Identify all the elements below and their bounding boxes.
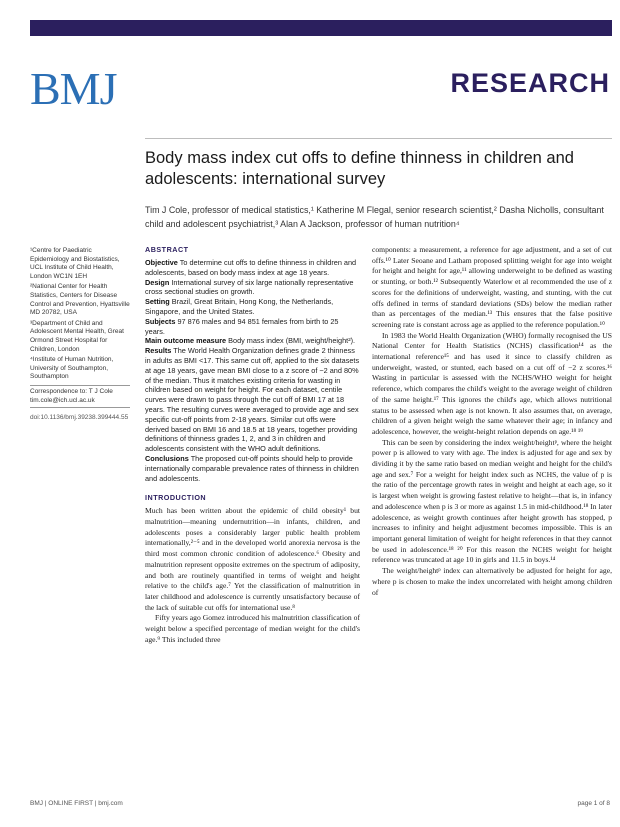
abstract-design-label: Design	[145, 277, 170, 287]
doi: doi:10.1136/bmj.39238.399444.55	[30, 414, 129, 422]
column-2	[372, 245, 612, 598]
title-rule	[145, 138, 612, 139]
abstract-setting-label: Setting	[145, 297, 170, 307]
section-label: RESEARCH	[450, 68, 610, 98]
intro-paragraph-2: Fifty years ago Gomez introduced his malnutrition classification of weight below a specified percentage of median weight for the child's age.⁹ This included three	[145, 613, 360, 644]
abstract-setting-text: Brazil, Great Britain, Hong Kong, the Netherlands, Singapore, and the United States.	[145, 297, 334, 316]
abstract-results	[145, 346, 360, 454]
journal-header-bar	[30, 20, 612, 36]
abstract-objective-text: To determine cut offs to define thinness in children and adolescents, based on body mass index at age 18 years.	[145, 258, 357, 277]
body-paragraph-3: This can be seen by considering the index weight/heightᵖ, where the height power p is allowed to vary with age. The index is adjusted for age and sex by dividing it by the same ratio based on median weight and height for the child's age and sex.⁷ For a weight for height index such as NCHS, the value of p is the ratio of the percentage growth rates in weight and height at each age, so it is largest when weight is growing fastest relative to height—that is, in infancy and adolescence when p is 3 or more as against 1.5 in mid-childhood.¹⁸ In later adolescence, as weight growth continues after height growth has stopped, p increases to infinity and height adjustment becomes impossible. This is an important general limitation of weight for height references in that they cannot be used in adolescence.¹⁸ ²⁰ For this reason the NCHS weight for height reference was truncated at age 10 in girls and 11.5 in boys.¹⁴	[372, 437, 612, 565]
abstract-subjects-text: 97 876 males and 94 851 females from birth to 25 years.	[145, 316, 339, 336]
author-list: Tim J Cole, professor of medical statistics,¹ Katherine M Flegal, senior research scientist,² Dasha Nicholls, consultant child and adolescent psychiatrist,³ Alan A Jackson, professor of human nutrition⁴	[145, 205, 604, 229]
body-paragraph-4: The weight/heightᵖ index can alternatively be adjusted for height for age, where p is chosen to make the index uncorrelated with height among children of	[372, 566, 612, 597]
abstract-outcome	[145, 336, 360, 346]
footer-journal: BMJ | ONLINE FIRST | bmj.com	[30, 800, 123, 807]
abstract-setting	[145, 297, 360, 317]
intro-paragraph-1: Much has been written about the epidemic of child obesity¹ but malnutrition—meaning undernutrition—in infants, children, and adolescents poses a considerably larger public health problem internationally,²⁻⁵ and in the developed world anorexia nervosa is the third most common chronic condition of adolescence.⁶ Obesity and malnutrition represent opposite extremes on the spectrum of adiposity, and both are routinely quantified in terms of weight and height relative to the child's age.⁷ Yet the classification of malnutrition in later childhood and adolescence is currently unsatisfactory because of the lack of suitable cut offs for international use.⁸	[145, 506, 360, 612]
abstract-subjects	[145, 317, 360, 337]
abstract-design-text: International survey of six large nationally representative cross sectional studies on growth.	[145, 277, 354, 297]
abstract-objective-label: Objective	[145, 258, 178, 267]
affiliation-3: ³Department of Child and Adolescent Mental Health, Great Ormond Street Hospital for Children, London	[30, 319, 124, 353]
abstract-conclusions-label: Conclusions	[145, 453, 189, 463]
abstract-conclusions	[145, 454, 360, 483]
affiliation-4: ⁴Institute of Human Nutrition, University of Southampton, Southampton	[30, 356, 114, 381]
affiliation-1: ¹Centre for Paediatric Epidemiology and Biostatistics, UCL Institute of Child Health, London WC1N 1EH	[30, 247, 120, 280]
bmj-logo: BMJ	[30, 63, 117, 114]
abstract-design	[145, 278, 360, 298]
introduction-body	[145, 506, 360, 645]
abstract-conclusions-text: The proposed cut-off points should help to provide internationally comparable prevalence rates of thinness in children and adolescents.	[145, 453, 359, 483]
affiliation-2: ²National Center for Health Statistics, Centers for Disease Control and Prevention, Hyattsville MD 20782, USA	[30, 283, 130, 317]
body-paragraph-2: In 1983 the World Health Organization (WHO) formally recognised the US National Center for Health Statistics (NCHS) classification¹⁴ as the international reference¹⁵ and has used it since to classify children as underweight, wasted, or stunted, each based on a cut off of −2 z scores.¹⁶ Wasting in particular is assessed with the NCHS/WHO weight for height reference, which compares the child's weight to the average weight of children of the same height.¹⁷ This ignores the child's age, which allows nutritional status to be assessed when age is not known. It also assumes that, on average, children of a given height weigh the same whatever their age; in infancy and adolescence, however, the weight-height relation depends on age.¹⁸ ¹⁹	[372, 330, 612, 436]
abstract-results-label: Results	[145, 346, 172, 356]
abstract-outcome-label: Main outcome measure	[145, 336, 227, 346]
footer-page-number: page 1 of 8	[577, 800, 610, 807]
abstract-results-text: The World Health Organization defines grade 2 thinness in adults as BMI <17. This same cut off, applied to the six datasets at age 18 years, gave mean BMI close to a z score of −2 and 80% of the median. Thus it matches existing criteria for wasting in children based on weight for height. For each dataset, centile curves were drawn to pass through the cut off of BMI 17 at 18 years. The resulting curves were averaged to provide age and sex specific cut-off points from 2-18 years. Similar cut offs were derived based on BMI 16 and 18.5 at 18 years, together providing definitions of thinness grades 1, 2, and 3 in children and adolescents consistent with the WHO adult definitions.	[145, 346, 360, 454]
abstract-outcome-text: Body mass index (BMI, weight/height²).	[228, 336, 356, 346]
body-paragraph-1: components: a measurement, a reference for age adjustment, and a set of cut offs.¹⁰ Later Seoane and Latham proposed splitting weight for age into weight for height and height for age,¹¹ allowing underweight to be defined as wasting or stunting, or both.¹² Subsequently Waterlow et al recommended the use of z scores for the definitions of underweight, wasting, and stunting, with the cut offs defined in terms of standard deviations (SDs) below the median rather than as percentages of the median.¹³ This ensures that the false positive screening rate is constant across age as applied to the reference population.¹⁰	[372, 245, 612, 329]
abstract-objective	[145, 258, 360, 278]
column-1	[145, 245, 360, 645]
article-title: Body mass index cut offs to define thinness in children and adolescents: international survey	[145, 149, 574, 188]
correspondence: Correspondence to: T J Cole tim.cole@ich.ucl.ac.uk	[30, 385, 130, 408]
abstract-heading: ABSTRACT	[145, 245, 189, 254]
introduction-heading: INTRODUCTION	[145, 493, 207, 503]
affiliations-sidebar	[30, 247, 130, 425]
abstract-subjects-label: Subjects	[145, 316, 176, 326]
abstract	[145, 258, 360, 483]
